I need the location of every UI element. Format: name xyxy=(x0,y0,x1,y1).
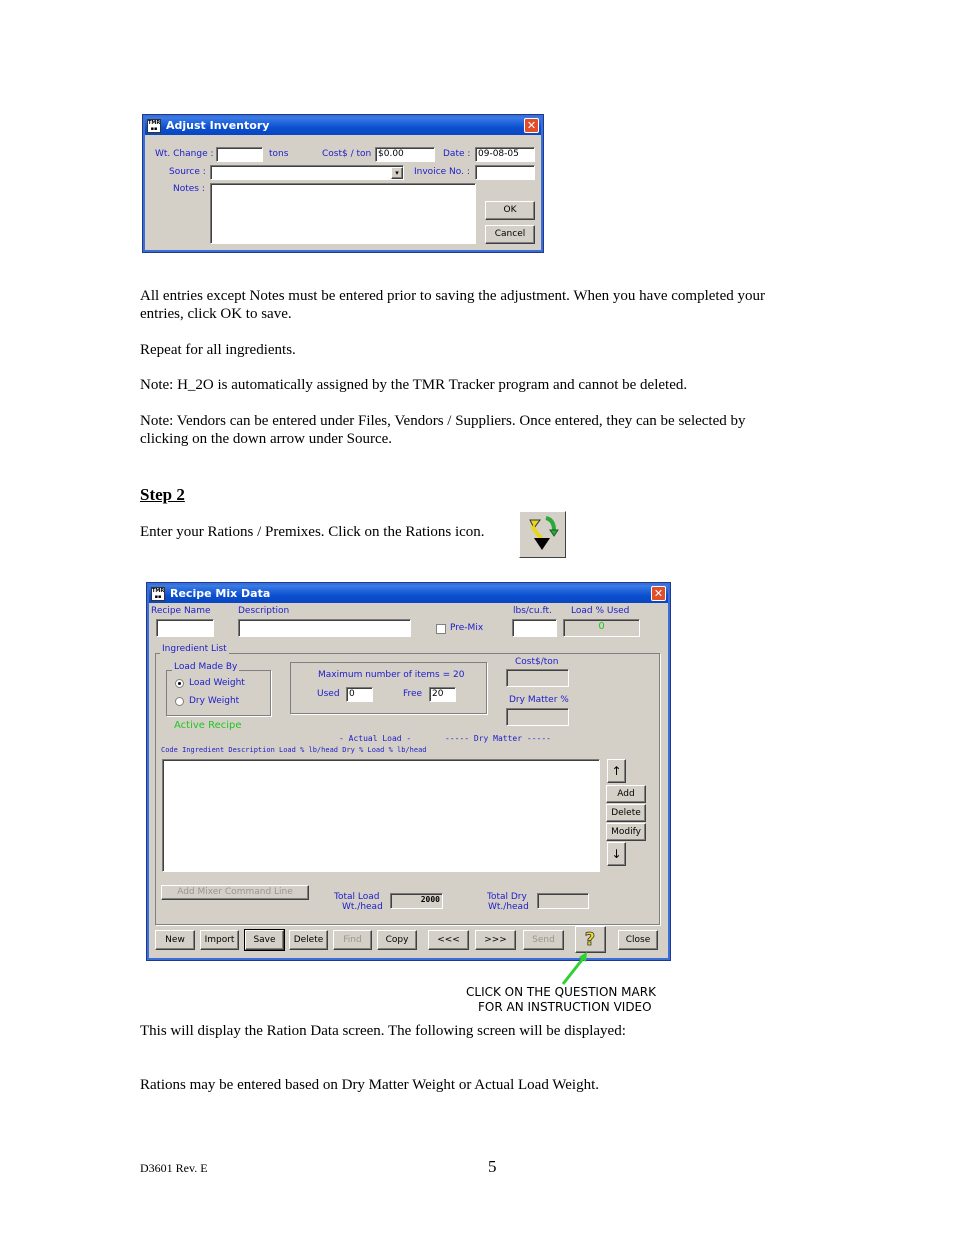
paragraph-entries: All entries except Notes must be entered prior to saving the adjustment. When you have completed your entries, click OK to save. xyxy=(140,288,765,322)
adjust-inventory-titlebar xyxy=(145,117,541,135)
free-field: 20 xyxy=(429,687,456,702)
modify-button[interactable]: Modify xyxy=(606,823,646,841)
premix-label: Pre-Mix xyxy=(450,623,484,633)
free-label: Free xyxy=(403,689,423,699)
ingredient-list-box[interactable] xyxy=(162,759,600,872)
tmr-app-icon: TMR ▪▪ xyxy=(148,120,161,132)
question-mark-icon xyxy=(576,927,605,952)
move-down-button[interactable]: ↓ xyxy=(607,842,626,866)
active-recipe-label: Active Recipe xyxy=(174,720,242,731)
dry-weight-label: Dry Weight xyxy=(189,696,240,706)
delete-recipe-button[interactable]: Delete xyxy=(289,930,328,950)
dry-matter-field xyxy=(506,708,569,726)
recipe-titlebar xyxy=(149,585,668,603)
page-number: 5 xyxy=(488,1157,497,1176)
source-select[interactable] xyxy=(210,165,404,180)
add-mixer-command-button[interactable]: Add Mixer Command Line xyxy=(161,885,309,900)
wt-change-label: Wt. Change : xyxy=(155,149,214,159)
dialog-title: Recipe Mix Data xyxy=(170,587,271,600)
green-arrow-pointer xyxy=(555,950,595,988)
add-button[interactable]: Add xyxy=(606,785,646,803)
close-button[interactable]: Close xyxy=(618,930,658,950)
help-callout-line1: CLICK ON THE QUESTION MARK xyxy=(466,985,656,999)
paragraph-vendors-note: Note: Vendors can be entered under Files, Vendors / Suppliers. Once entered, they can be selected by clicking on the down arrow under Source. xyxy=(140,413,746,447)
date-label: Date : xyxy=(443,149,471,159)
cost-ton-label: Cost$/ton xyxy=(515,657,559,667)
step-heading: Step 2 xyxy=(140,485,185,504)
move-up-button[interactable]: ↑ xyxy=(607,759,626,783)
total-dry-label: Total Dry xyxy=(487,892,527,902)
source-label: Source : xyxy=(169,167,206,177)
notes-label: Notes : xyxy=(173,184,205,194)
dry-weight-radio[interactable] xyxy=(175,697,184,706)
save-button[interactable]: Save xyxy=(245,930,284,950)
dry-matter-label: Dry Matter % xyxy=(509,695,569,705)
invoice-label: Invoice No. : xyxy=(414,167,470,177)
max-items-label: Maximum number of items = 20 xyxy=(318,670,465,680)
wt-change-input[interactable] xyxy=(216,147,263,162)
new-button[interactable]: New xyxy=(155,930,195,950)
date-input[interactable]: 09-08-05 xyxy=(475,147,535,162)
total-load-label: Total Load xyxy=(334,892,380,902)
recipe-name-label: Recipe Name xyxy=(151,606,211,616)
invoice-input[interactable] xyxy=(475,165,535,180)
dialog-title: Adjust Inventory xyxy=(166,119,270,132)
paragraph-rations-entry: Rations may be entered based on Dry Matter Weight or Actual Load Weight. xyxy=(140,1077,599,1093)
column-headers: Code Ingredient Description Load % lb/head Dry % Load % lb/head xyxy=(161,746,427,754)
source-dropdown-button[interactable]: ▾ xyxy=(391,167,403,179)
load-weight-radio[interactable] xyxy=(175,679,184,688)
copy-button[interactable]: Copy xyxy=(377,930,417,950)
tons-label: tons xyxy=(269,149,289,159)
close-icon[interactable]: ✕ xyxy=(524,118,539,133)
dry-matter-header: ----- Dry Matter ----- xyxy=(445,734,551,743)
used-label: Used xyxy=(317,689,340,699)
load-weight-label: Load Weight xyxy=(189,678,245,688)
paragraph-repeat: Repeat for all ingredients. xyxy=(140,342,296,358)
help-question-mark-button[interactable] xyxy=(575,926,606,953)
cancel-button[interactable]: Cancel xyxy=(485,225,535,244)
close-icon[interactable]: ✕ xyxy=(651,586,666,601)
import-button[interactable]: Import xyxy=(200,930,239,950)
delete-ingredient-button[interactable]: Delete xyxy=(606,804,646,822)
total-load-label-2: Wt./head xyxy=(342,902,383,912)
total-load-field: 2000 xyxy=(390,893,443,909)
recipe-name-input[interactable] xyxy=(156,619,214,637)
paragraph-rations: Enter your Rations / Premixes. Click on the Rations icon. xyxy=(140,524,485,540)
cost-label: Cost$ / ton xyxy=(322,149,372,159)
ok-button[interactable]: OK xyxy=(485,201,535,220)
recipe-mix-data-dialog xyxy=(146,582,671,961)
cost-ton-field xyxy=(506,669,569,687)
premix-checkbox[interactable] xyxy=(436,624,446,634)
paragraph-ration-screen: This will display the Ration Data screen. The following screen will be displayed: xyxy=(140,1023,626,1039)
total-dry-label-2: Wt./head xyxy=(488,902,529,912)
actual-load-header: - Actual Load - xyxy=(339,734,412,743)
description-label: Description xyxy=(238,606,290,616)
footer-document-id: D3601 Rev. E xyxy=(140,1161,208,1175)
next-button[interactable]: >>> xyxy=(475,930,516,950)
rations-icon[interactable] xyxy=(519,511,566,558)
previous-button[interactable]: <<< xyxy=(428,930,469,950)
adjust-inventory-dialog xyxy=(142,114,544,253)
svg-text:?: ? xyxy=(584,929,596,950)
load-made-by-group xyxy=(166,670,271,716)
paragraph-h2o-note: Note: H_2O is automatically assigned by the TMR Tracker program and cannot be deleted. xyxy=(140,377,688,393)
cost-input[interactable]: $0.00 xyxy=(375,147,435,162)
lbs-label: lbs/cu.ft. xyxy=(513,606,552,616)
find-button[interactable]: Find xyxy=(333,930,372,950)
ingredient-list-label: Ingredient List xyxy=(162,644,227,654)
lbs-input[interactable] xyxy=(512,619,557,637)
description-input[interactable] xyxy=(238,619,411,637)
total-dry-field xyxy=(537,893,589,909)
send-button[interactable]: Send xyxy=(523,930,564,950)
load-pct-label: Load % Used xyxy=(571,606,630,616)
help-callout-line2: FOR AN INSTRUCTION VIDEO xyxy=(478,1000,652,1014)
load-made-by-label: Load Made By xyxy=(174,662,238,672)
load-pct-field: 0 xyxy=(563,619,640,637)
notes-textarea[interactable] xyxy=(210,183,476,244)
used-field: 0 xyxy=(346,687,373,702)
tmr-app-icon: TMR ▪▪ xyxy=(152,588,165,600)
